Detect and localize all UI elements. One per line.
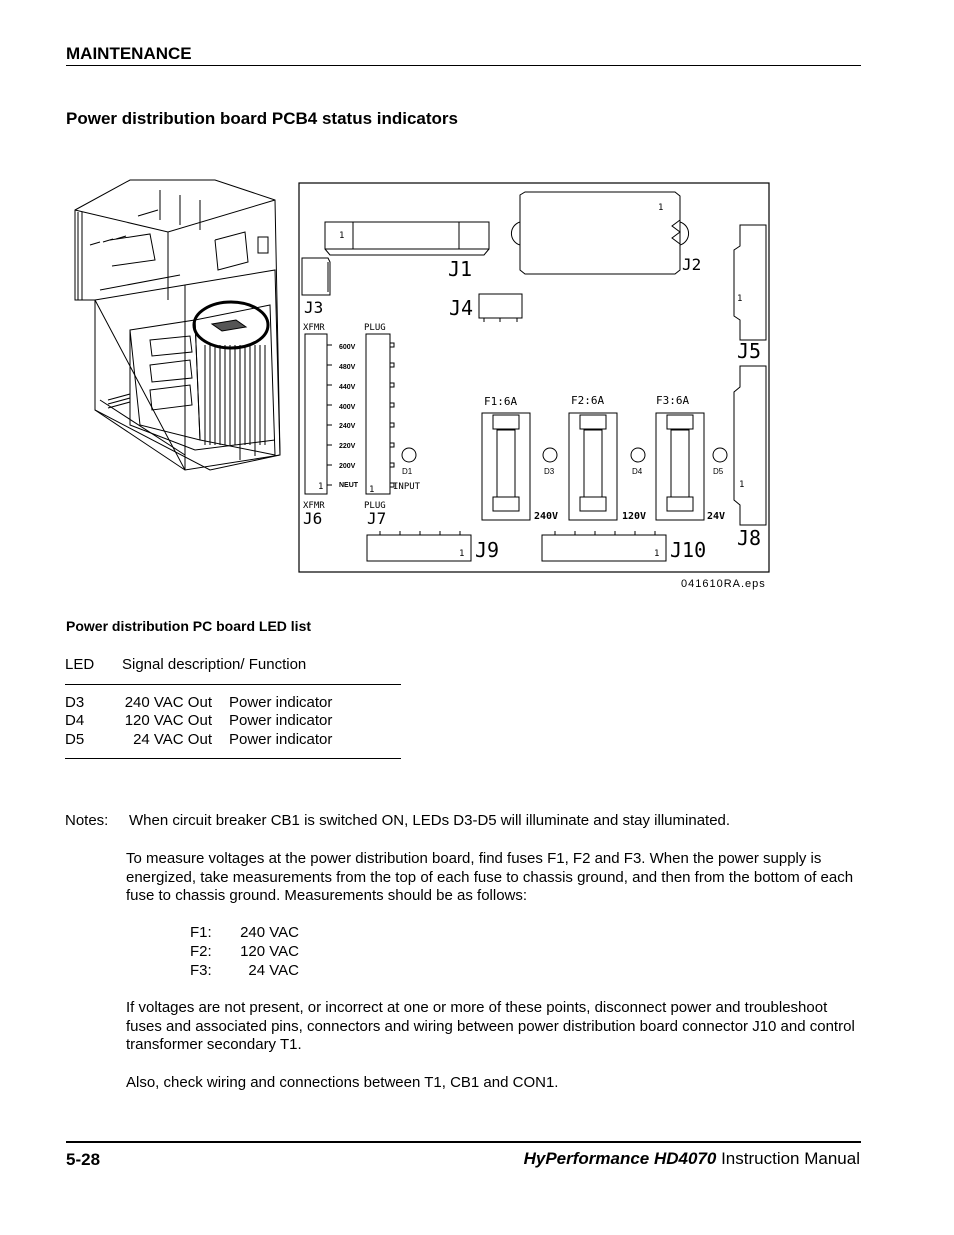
manual-title — [524, 1149, 860, 1169]
fuse-f2-label: F2:6A — [571, 394, 605, 407]
fuse-f3-holder — [656, 413, 704, 520]
tap-neut: NEUT — [339, 482, 359, 489]
xfmr-label-bottom: XFMR — [303, 501, 325, 511]
output-24v: 24V — [707, 511, 726, 522]
j3-label: J3 — [304, 298, 324, 317]
pcb4-location-marker — [212, 320, 246, 331]
j8-label: J8 — [737, 526, 762, 550]
table-row-led: D5 — [65, 731, 85, 748]
figure-file-label: 041610RA.eps — [681, 578, 766, 590]
led-d3-label: D3 — [544, 467, 555, 476]
j4-connector — [479, 294, 522, 318]
j5-connector — [734, 225, 766, 340]
xfmr-label-top: XFMR — [303, 323, 325, 333]
note-paragraph-1: When circuit breaker CB1 is switched ON, LEDs D3-D5 will illuminate and stay illuminated. — [129, 812, 731, 829]
note-paragraph-4: Also, check wiring and connections between T1, CB1 and CON1. — [126, 1074, 559, 1091]
table-row-function: Power indicator — [229, 712, 333, 729]
j8-pin-one: 1 — [739, 480, 745, 490]
j6-pin-one: 1 — [318, 482, 324, 492]
tap-220v: 220V — [339, 443, 356, 450]
j8-connector — [734, 366, 766, 525]
tap-240v: 240V — [339, 423, 356, 430]
fuse-f3-label: F3:6A — [656, 394, 690, 407]
page-number: 5-28 — [66, 1150, 101, 1169]
j7-pin-one: 1 — [369, 485, 375, 495]
footer-rule — [66, 1141, 861, 1143]
plug-label-top: PLUG — [364, 323, 386, 333]
j2-connector — [520, 192, 680, 274]
table-bottom-rule — [65, 758, 401, 759]
led-d5 — [713, 448, 727, 462]
table-row-led: D3 — [65, 694, 85, 711]
j9-connector — [367, 535, 471, 561]
table-row-function: Power indicator — [229, 731, 333, 748]
led-d3 — [543, 448, 557, 462]
j1-pin-one: 1 — [339, 231, 345, 241]
j10-connector — [542, 535, 666, 561]
fuse-value: 120 VAC — [240, 943, 299, 960]
j9-label: J9 — [475, 538, 500, 562]
tap-440v: 440V — [339, 384, 356, 391]
led-table-title: Power distribution PC board LED list — [66, 618, 312, 634]
j5-pin-one: 1 — [737, 294, 743, 304]
table-row-signal: 240 VAC Out — [124, 694, 212, 711]
led-d4 — [631, 448, 645, 462]
j1-label: J1 — [448, 257, 473, 281]
product-name: HyPerformance HD4070 — [523, 1149, 717, 1168]
table-row-led: D4 — [65, 712, 85, 729]
tap-480v: 480V — [339, 364, 356, 371]
j10-label: J10 — [670, 538, 707, 562]
table-row-signal: 24 VAC Out — [133, 731, 212, 748]
note-paragraph-3: If voltages are not present, or incorrect at one or more of these points, disconnect power and troubleshoot fuses and associated pins, connectors and wiring between power distribution board connector J10 and control transformer secondary T1. — [126, 999, 855, 1053]
fuse-f1-holder — [482, 413, 530, 520]
section-header: MAINTENANCE — [66, 44, 192, 63]
manual-name: Instruction Manual — [716, 1149, 860, 1168]
output-120v: 120V — [622, 511, 647, 522]
fuse-value-label: F1: — [190, 924, 212, 941]
j7-connector — [366, 334, 390, 494]
table-top-rule — [65, 684, 401, 685]
j5-label: J5 — [737, 339, 762, 363]
j3-connector — [302, 258, 330, 295]
fuse-value: 240 VAC — [240, 924, 299, 941]
tap-200v: 200V — [339, 463, 356, 470]
page-title: Power distribution board PCB4 status indicators — [66, 109, 458, 128]
power-supply-illustration — [75, 180, 280, 470]
tap-400v: 400V — [339, 404, 356, 411]
led-col-header: LED — [65, 656, 95, 673]
led-d1-label: D1 — [402, 467, 413, 476]
fuse-value: 24 VAC — [248, 962, 299, 979]
j1-connector — [325, 222, 489, 249]
table-row-signal: 120 VAC Out — [124, 712, 212, 729]
j6-label: J6 — [303, 509, 323, 528]
led-d5-label: D5 — [713, 467, 724, 476]
pcb4-figure — [66, 175, 786, 605]
led-d4-label: D4 — [632, 467, 643, 476]
led-d1 — [402, 448, 416, 462]
note-paragraph-2: To measure voltages at the power distribution board, find fuses F1, F2 and F3. When the power supply is energized, take measurements from the top of each fuse to chassis ground, and then from the bottom of each fuse to chassis ground. Measurements should be as follows: — [126, 850, 854, 904]
fuse-value-label: F2: — [190, 943, 212, 960]
output-240v: 240V — [534, 511, 559, 522]
input-label: INPUT — [393, 482, 421, 492]
j2-label: J2 — [682, 255, 702, 274]
fuse-f2-holder — [569, 413, 617, 520]
j9-pin-one: 1 — [459, 549, 465, 559]
j4-label: J4 — [449, 296, 474, 320]
j7-label: J7 — [367, 509, 387, 528]
signal-col-header: Signal description/ Function — [122, 656, 307, 673]
j2-pin-one: 1 — [658, 203, 664, 213]
fuse-f1-label: F1:6A — [484, 395, 518, 408]
header-rule — [66, 65, 861, 66]
j6-connector — [305, 334, 327, 494]
table-row-function: Power indicator — [229, 694, 333, 711]
plug-label-bottom: PLUG — [364, 501, 386, 511]
fuse-value-label: F3: — [190, 962, 212, 979]
notes-label: Notes: — [65, 812, 109, 829]
j10-pin-one: 1 — [654, 549, 660, 559]
tap-600v: 600V — [339, 344, 356, 351]
